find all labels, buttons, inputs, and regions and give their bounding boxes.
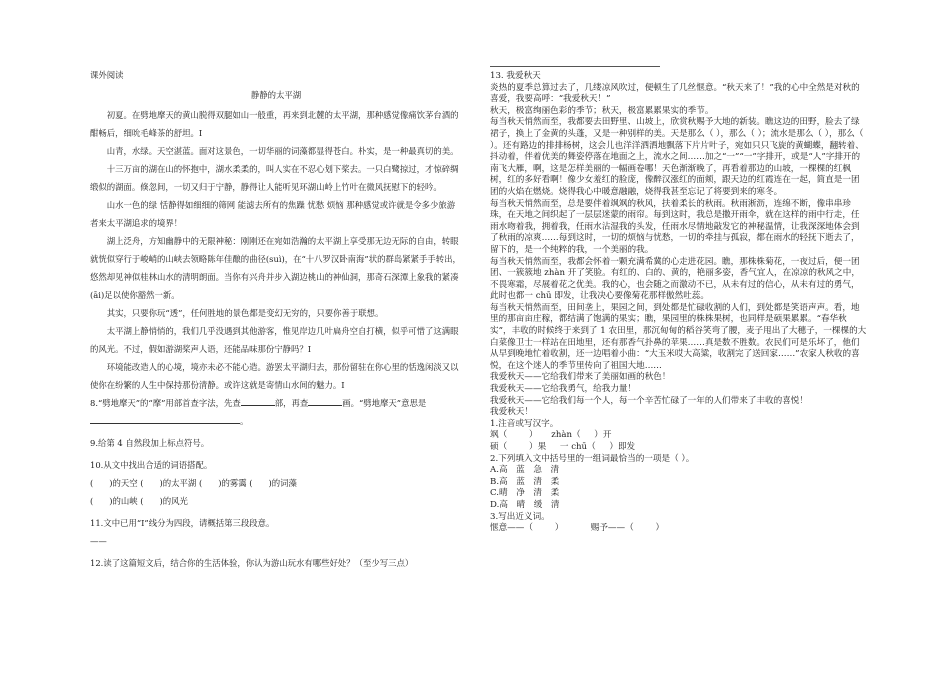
paragraph: 初夏。在劈地摩天的黄山脱得双腿如山一般重，再来到北麓的太平湖，那种感觉像痛饮茅台酒的酣畅后，细吮毛峰茶的舒坦。Ⅰ	[90, 110, 459, 138]
paragraph: 每当秋天悄然而至，总是要伴着飒飒的秋风，扶着柔长的秋雨。秋雨淅沥，连绵不断，像串串珍珠，在天地之间织起了一层层迷蒙的雨帘。每到这时，我总是撒开雨伞，就在这样的雨中行走，任雨水吻着我，拥着我，任雨水沾湿我的头发，任雨水尽情地敲发它的神秘温情，让我深深地体会到了秋雨的凉爽……每到这时，一切的烦恼与忧愁，一切的牵挂与孤寂，都在雨水的轻抚下逝去了，留下的，是一个纯粹的我，一个美丽的我。	[490, 198, 860, 255]
q3-row: 惬意——（ ） 赐予——（ ）	[490, 523, 665, 534]
right-column	[490, 66, 868, 535]
question-1: 1.注音或写汉字。	[490, 418, 559, 429]
option-d: D.高 晴 缓 清	[490, 499, 560, 510]
paragraph: 湖上泛舟，方知幽静中的无限神秘：刚刚还在宛如浩瀚的太平湖上享受那无边无际的自由，转眼就恍似穿行于峻峭的山峡去领略陈年佳酿的曲径(suì)，在“十八罗汉卧南海”状的群岛紧紧手手转出，悠然却见神似桂林山水的清明朗面。当你有兴舟并步入湖边桃山的神仙洞，那奇石深潭上象我的紧凑(āi)足以使你豁然一新。	[90, 236, 461, 300]
q8-text-a: 8.“劈地摩天”的“摩”用部首查字法，先查	[90, 398, 241, 408]
q8-text-c: 画。“劈地摩天”意思是	[342, 398, 427, 408]
q10-row: ( )的天空 ( )的太平湖 ( )的雾霭 ( )的词藻	[90, 478, 297, 488]
paragraph: 环境能改造人的心境，境亦未必不能心造。游罢太平湖归去，那份留驻在你心里的恬逸闲淡又以使你在纷繁的人生中保持那份清静。或许这就是寄情山水间的魅力。Ⅰ	[90, 362, 459, 390]
paragraph: 我爱秋天——它给我勇气，给我力量！	[490, 384, 637, 395]
answer-blank[interactable]	[90, 423, 240, 424]
option-c: C.晴 净 清 柔	[490, 488, 560, 499]
question-10: 10.从文中找出合适的词语搭配。	[90, 460, 213, 470]
question-11: 11.文中已用“Ⅰ”线分为四段，请概括第三段段意。	[90, 518, 275, 528]
paragraph: 每当秋天悄然而至，我都会怀着一颗充满希冀的心走进花园。瞧，那株株菊花，一夜过后，便一团团、一簇簇地 zhàn 开了笑脸。有红的、白的、黄的，艳丽多姿，香气宜人，在凉凉的秋风之中，不畏寒霜，尽展着花之优美。我的心，也会随之而激动不已，从未有过的信心，从未有过的勇气，此时也都一 chū 即发，让我决心要像菊花那样傲然吐蕊。	[490, 256, 860, 302]
question-9: 9.给第 4 自然段加上标点符号。	[90, 438, 210, 448]
q1-row: 硕（ ）果 一 chū（ ）即发	[490, 442, 636, 452]
q8-text-b: 部，再查	[274, 398, 309, 408]
paragraph: 山水一色的绿 恬静得如细细的筛网 能滤去所有的焦躁 忧愁 烦恼 那种感觉或许就是令多少旅游者来太平湖追求的境界！	[90, 200, 456, 228]
paragraph: 秋天，极富绚丽色彩的季节；秋天，极富累累果实的季节。	[490, 105, 714, 116]
question-2: 2.下列填入文中括号里的一组词最恰当的一项是（ ）。	[490, 453, 695, 464]
answer-blank[interactable]	[308, 405, 342, 406]
question-8	[90, 394, 462, 430]
top-rule	[490, 66, 660, 67]
left-column	[90, 66, 462, 572]
paragraph: 我爱秋天！	[490, 407, 533, 418]
article-title: 13. 我爱秋天	[490, 71, 541, 81]
q8-end: 。	[240, 416, 249, 426]
question-3: 3.写出近义词。	[490, 511, 550, 522]
paragraph: 炎热的夏季总算过去了，几缕凉风吹过，便顿生了几丝惬意。“秋天来了！”我的心中全然是对秋的喜爱，我要高呼：“我爱秋天！”	[490, 82, 860, 105]
option-b: B.高 蓝 清 柔	[490, 476, 560, 487]
paragraph: 我爱秋天——它给我们带来了美丽如画的秋色！	[490, 372, 671, 383]
paragraph: 其实，只要你玩“透”，任何胜地的景色都是变幻无穷的，只要你善于联想。	[106, 308, 384, 318]
q1-row: 飒（ ） zhàn（ ）开	[490, 430, 612, 441]
section-heading: 课外阅读	[90, 70, 124, 80]
question-12: 12.读了这篇短文后，结合你的生活体验，你认为游山玩水有哪些好处？（至少写三点）	[90, 558, 414, 568]
answer-blank[interactable]	[241, 405, 275, 406]
paragraph: 每当秋天悄然而至，田间垄上，果园之间，到处都是忙碌收割的人们，到处都是笑语声声。看，地里的那亩亩庄稼，都结满了饱满的果实；瞧，果园里的株株果树，也同样是硕果累累。“春华秋实”，丰收的时候终于来到了 1 农田里，那沉甸甸的稻谷笑弯了腰，麦子甩出了大穗子，一棵棵的大白菜像卫士一样站在田地里，还有那香气扑鼻的苹果……真是数不胜数。农民们可是乐坏了，他们从早到晚地忙着收割，还一边唱着小曲：“大玉米哎大高粱，收割完了送回家……”农家人秋收的喜悦，在这个迷人的季节里传向了祖国大地……	[490, 302, 867, 371]
paragraph: 十三万亩的湖在山的怀抱中，湖水柔柔的，叫人实在不忍心划下桨去。一只白鹭掠过，才惊碎绸缎似的湖面。倏忽间，一切又归于宁静，静得让人能听见环湖山岭上竹叶在微风抚慰下的轻吟。	[90, 164, 459, 192]
option-a: A.高 蓝 急 清	[490, 465, 560, 476]
paragraph: 山青，水绿。天空湛蓝。面对这景色，一切华丽的词藻都显得苍白。朴实，是一种最真切的美。	[106, 146, 459, 156]
article-title: 静静的太平湖	[250, 90, 302, 100]
paragraph: 我爱秋天——它给我们每一个人，每一个辛苦忙碌了一年的人们带来了丰收的喜悦！	[490, 395, 808, 406]
q10-row: ( )的山峡 ( )的风光	[90, 496, 188, 506]
paragraph: 每当秋天悄然而至，我都要去田野里、山坡上，欣赏秋赐予大地的新装。瞧这边的田野，脸去了绿裙子，换上了金黄的头蓬，又是一种别样的美。天是那么（ ），那么（ ）；流水是那么（ ），那么（ ）。还有路边的排排杨树，这会儿也洋洋洒洒地飘落下片片叶子，宛如只只飞旋的黄蝴蝶，翻转着、抖动着，伴着优美的舞姿停落在地面之上，流水之间……加之“一”“一”字排开，或是“人”字排开的南飞大雁，啊，这是怎样美丽的一幅画卷哪！天色渐渐晚了，再看着那边的山坡，一棵棵的红枫树，红的多好看啊！像少女羞红的脸庞，像醉汉涨红的面颊，跟天边的红霞连在一起，简直是一团团的火焰在燃烧。烧得我心中暖意融融，烧得我甚至忘记了将要到来的寒冬。	[490, 117, 864, 197]
answer-line: ——	[90, 536, 107, 546]
paragraph: 太平湖上静悄悄的，我们几乎没遇到其他游客，惟见岸边几叶扁舟空自打横，似乎可惜了这满眼的风光。不过，假如游湖桨声人语，还能品味那份宁静吗？Ⅰ	[90, 326, 459, 354]
